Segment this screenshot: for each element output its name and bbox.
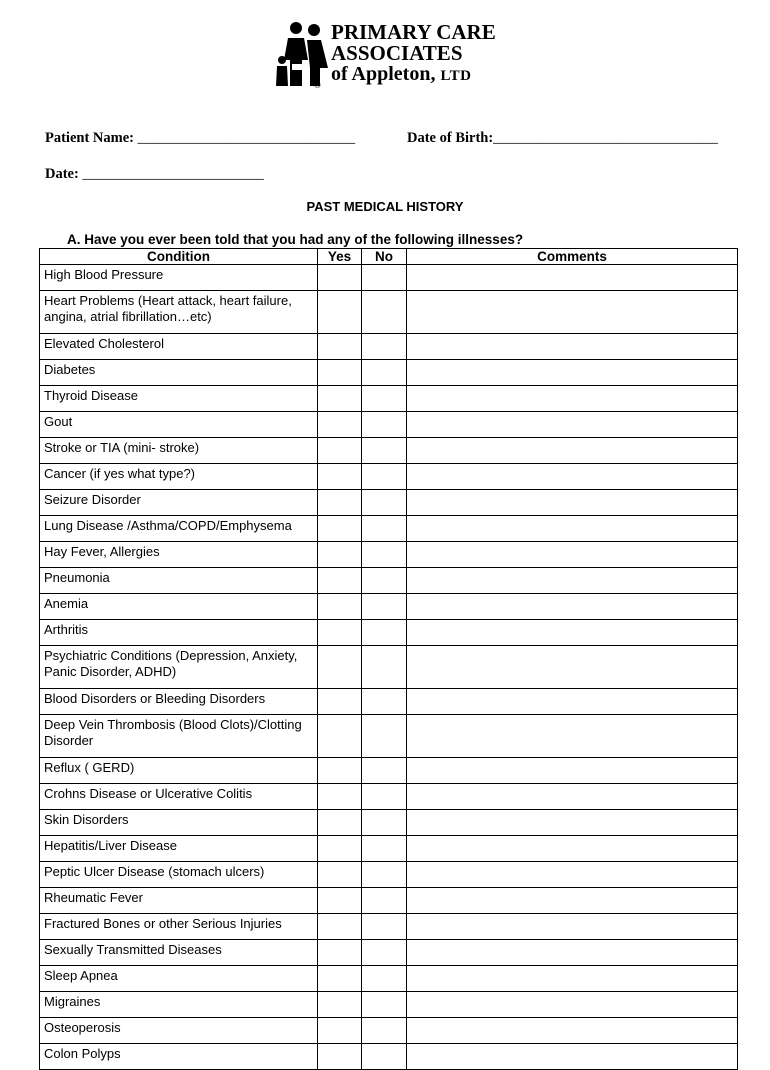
table-row [40, 715, 738, 758]
date-label: Date: [45, 166, 79, 182]
question-a: A. Have you ever been told that you had any of the following illnesses? [67, 232, 524, 247]
table-header-row [40, 249, 738, 265]
yes-cell[interactable] [318, 888, 362, 914]
comments-cell[interactable] [407, 992, 738, 1018]
medical-history-table [39, 248, 738, 1070]
no-cell[interactable] [362, 291, 407, 334]
table-row [40, 784, 738, 810]
no-cell[interactable] [362, 862, 407, 888]
header-condition: Condition [40, 249, 318, 265]
table-row [40, 516, 738, 542]
table-row [40, 334, 738, 360]
yes-cell[interactable] [318, 360, 362, 386]
comments-cell[interactable] [407, 1018, 738, 1044]
patient-name-label: Patient Name: [45, 130, 134, 146]
family-figures-icon [274, 20, 330, 90]
condition-cell: Anemia [40, 594, 318, 620]
no-cell[interactable] [362, 412, 407, 438]
no-cell[interactable] [362, 689, 407, 715]
logo-ltd: LTD [440, 68, 472, 84]
registered-mark: ® [314, 80, 321, 90]
no-cell[interactable] [362, 810, 407, 836]
comments-cell[interactable] [407, 862, 738, 888]
no-cell[interactable] [362, 464, 407, 490]
yes-cell[interactable] [318, 265, 362, 291]
condition-cell: Fractured Bones or other Serious Injuries [40, 914, 318, 940]
table-row [40, 914, 738, 940]
comments-cell[interactable] [407, 412, 738, 438]
comments-cell[interactable] [407, 334, 738, 360]
no-cell[interactable] [362, 438, 407, 464]
condition-cell: Sexually Transmitted Diseases [40, 940, 318, 966]
condition-cell: Crohns Disease or Ulcerative Colitis [40, 784, 318, 810]
no-cell[interactable] [362, 646, 407, 689]
no-cell[interactable] [362, 992, 407, 1018]
logo-line-3 [331, 64, 496, 87]
table-row [40, 992, 738, 1018]
table-row [40, 464, 738, 490]
comments-cell[interactable] [407, 689, 738, 715]
comments-cell[interactable] [407, 620, 738, 646]
yes-cell[interactable] [318, 386, 362, 412]
yes-cell[interactable] [318, 715, 362, 758]
table-row [40, 291, 738, 334]
yes-cell[interactable] [318, 291, 362, 334]
section-title: PAST MEDICAL HISTORY [306, 199, 464, 214]
logo-wordmark [331, 22, 496, 87]
comments-cell[interactable] [407, 836, 738, 862]
yes-cell[interactable] [318, 1018, 362, 1044]
table-row [40, 966, 738, 992]
yes-cell[interactable] [318, 542, 362, 568]
yes-cell[interactable] [318, 914, 362, 940]
comments-cell[interactable] [407, 810, 738, 836]
comments-cell[interactable] [407, 490, 738, 516]
no-cell[interactable] [362, 594, 407, 620]
no-cell[interactable] [362, 360, 407, 386]
logo-line-2: ASSOCIATES [331, 41, 463, 65]
comments-cell[interactable] [407, 464, 738, 490]
yes-cell[interactable] [318, 940, 362, 966]
table-row [40, 940, 738, 966]
condition-cell: Peptic Ulcer Disease (stomach ulcers) [40, 862, 318, 888]
table-row [40, 438, 738, 464]
table-row [40, 888, 738, 914]
comments-cell[interactable] [407, 888, 738, 914]
comments-cell[interactable] [407, 542, 738, 568]
no-cell[interactable] [362, 966, 407, 992]
patient-name-line[interactable]: ______________________________ [137, 130, 356, 146]
yes-cell[interactable] [318, 1044, 362, 1070]
table-row [40, 1018, 738, 1044]
condition-cell: Psychiatric Conditions (Depression, Anxiety, Panic Disorder, ADHD) [40, 646, 318, 689]
no-cell[interactable] [362, 940, 407, 966]
comments-cell[interactable] [407, 646, 738, 689]
condition-cell: Hay Fever, Allergies [40, 542, 318, 568]
table-row [40, 360, 738, 386]
patient-name-field[interactable] [45, 130, 355, 147]
table-row [40, 594, 738, 620]
comments-cell[interactable] [407, 568, 738, 594]
logo-line-1: PRIMARY CARE [331, 20, 496, 44]
dob-line[interactable]: _______________________________ [493, 130, 718, 146]
comments-cell[interactable] [407, 516, 738, 542]
no-cell[interactable] [362, 784, 407, 810]
comments-cell[interactable] [407, 386, 738, 412]
no-cell[interactable] [362, 568, 407, 594]
table-row [40, 620, 738, 646]
header-yes: Yes [318, 249, 362, 265]
yes-cell[interactable] [318, 784, 362, 810]
condition-cell: Reflux ( GERD) [40, 758, 318, 784]
condition-cell: Lung Disease /Asthma/COPD/Emphysema [40, 516, 318, 542]
no-cell[interactable] [362, 265, 407, 291]
yes-cell[interactable] [318, 966, 362, 992]
no-cell[interactable] [362, 888, 407, 914]
condition-cell: High Blood Pressure [40, 265, 318, 291]
yes-cell[interactable] [318, 412, 362, 438]
condition-cell: Rheumatic Fever [40, 888, 318, 914]
table-row [40, 542, 738, 568]
condition-cell: Blood Disorders or Bleeding Disorders [40, 689, 318, 715]
table-row [40, 862, 738, 888]
yes-cell[interactable] [318, 620, 362, 646]
comments-cell[interactable] [407, 594, 738, 620]
yes-cell[interactable] [318, 646, 362, 689]
condition-cell: Stroke or TIA (mini- stroke) [40, 438, 318, 464]
condition-cell: Sleep Apnea [40, 966, 318, 992]
yes-cell[interactable] [318, 810, 362, 836]
yes-cell[interactable] [318, 438, 362, 464]
condition-cell: Arthritis [40, 620, 318, 646]
table-row [40, 386, 738, 412]
condition-cell: Deep Vein Thrombosis (Blood Clots)/Clotting Disorder [40, 715, 318, 758]
date-line[interactable]: _________________________ [82, 166, 264, 182]
no-cell[interactable] [362, 715, 407, 758]
condition-cell: Cancer (if yes what type?) [40, 464, 318, 490]
practice-logo [274, 20, 504, 92]
no-cell[interactable] [362, 1044, 407, 1070]
no-cell[interactable] [362, 620, 407, 646]
comments-cell[interactable] [407, 758, 738, 784]
header-no: No [362, 249, 407, 265]
comments-cell[interactable] [407, 1044, 738, 1070]
table-row [40, 412, 738, 438]
condition-cell: Osteoperosis [40, 1018, 318, 1044]
date-field[interactable] [45, 166, 264, 183]
condition-cell: Heart Problems (Heart attack, heart failure, angina, atrial fibrillation…etc) [40, 291, 318, 334]
table-row [40, 810, 738, 836]
condition-cell: Migraines [40, 992, 318, 1018]
logo-line-3-text: of Appleton, [331, 63, 436, 85]
no-cell[interactable] [362, 836, 407, 862]
yes-cell[interactable] [318, 464, 362, 490]
table-row [40, 568, 738, 594]
yes-cell[interactable] [318, 334, 362, 360]
table-row [40, 490, 738, 516]
date-of-birth-field[interactable] [407, 130, 718, 147]
no-cell[interactable] [362, 334, 407, 360]
yes-cell[interactable] [318, 836, 362, 862]
condition-cell: Thyroid Disease [40, 386, 318, 412]
no-cell[interactable] [362, 542, 407, 568]
comments-cell[interactable] [407, 940, 738, 966]
condition-cell: Skin Disorders [40, 810, 318, 836]
table-row [40, 836, 738, 862]
comments-cell[interactable] [407, 715, 738, 758]
yes-cell[interactable] [318, 516, 362, 542]
dob-label: Date of Birth: [407, 130, 494, 146]
comments-cell[interactable] [407, 438, 738, 464]
comments-cell[interactable] [407, 265, 738, 291]
yes-cell[interactable] [318, 758, 362, 784]
comments-cell[interactable] [407, 360, 738, 386]
yes-cell[interactable] [318, 594, 362, 620]
no-cell[interactable] [362, 490, 407, 516]
no-cell[interactable] [362, 914, 407, 940]
table-row [40, 689, 738, 715]
table-row [40, 646, 738, 689]
no-cell[interactable] [362, 758, 407, 784]
yes-cell[interactable] [318, 862, 362, 888]
condition-cell: Pneumonia [40, 568, 318, 594]
condition-cell: Elevated Cholesterol [40, 334, 318, 360]
no-cell[interactable] [362, 1018, 407, 1044]
table-row [40, 1044, 738, 1070]
condition-cell: Diabetes [40, 360, 318, 386]
comments-cell[interactable] [407, 291, 738, 334]
condition-cell: Colon Polyps [40, 1044, 318, 1070]
condition-cell: Gout [40, 412, 318, 438]
comments-cell[interactable] [407, 914, 738, 940]
condition-cell: Hepatitis/Liver Disease [40, 836, 318, 862]
yes-cell[interactable] [318, 992, 362, 1018]
condition-cell: Seizure Disorder [40, 490, 318, 516]
comments-cell[interactable] [407, 966, 738, 992]
yes-cell[interactable] [318, 568, 362, 594]
comments-cell[interactable] [407, 784, 738, 810]
header-comments: Comments [407, 249, 738, 265]
no-cell[interactable] [362, 516, 407, 542]
table-row [40, 265, 738, 291]
yes-cell[interactable] [318, 490, 362, 516]
no-cell[interactable] [362, 386, 407, 412]
yes-cell[interactable] [318, 689, 362, 715]
table-row [40, 758, 738, 784]
